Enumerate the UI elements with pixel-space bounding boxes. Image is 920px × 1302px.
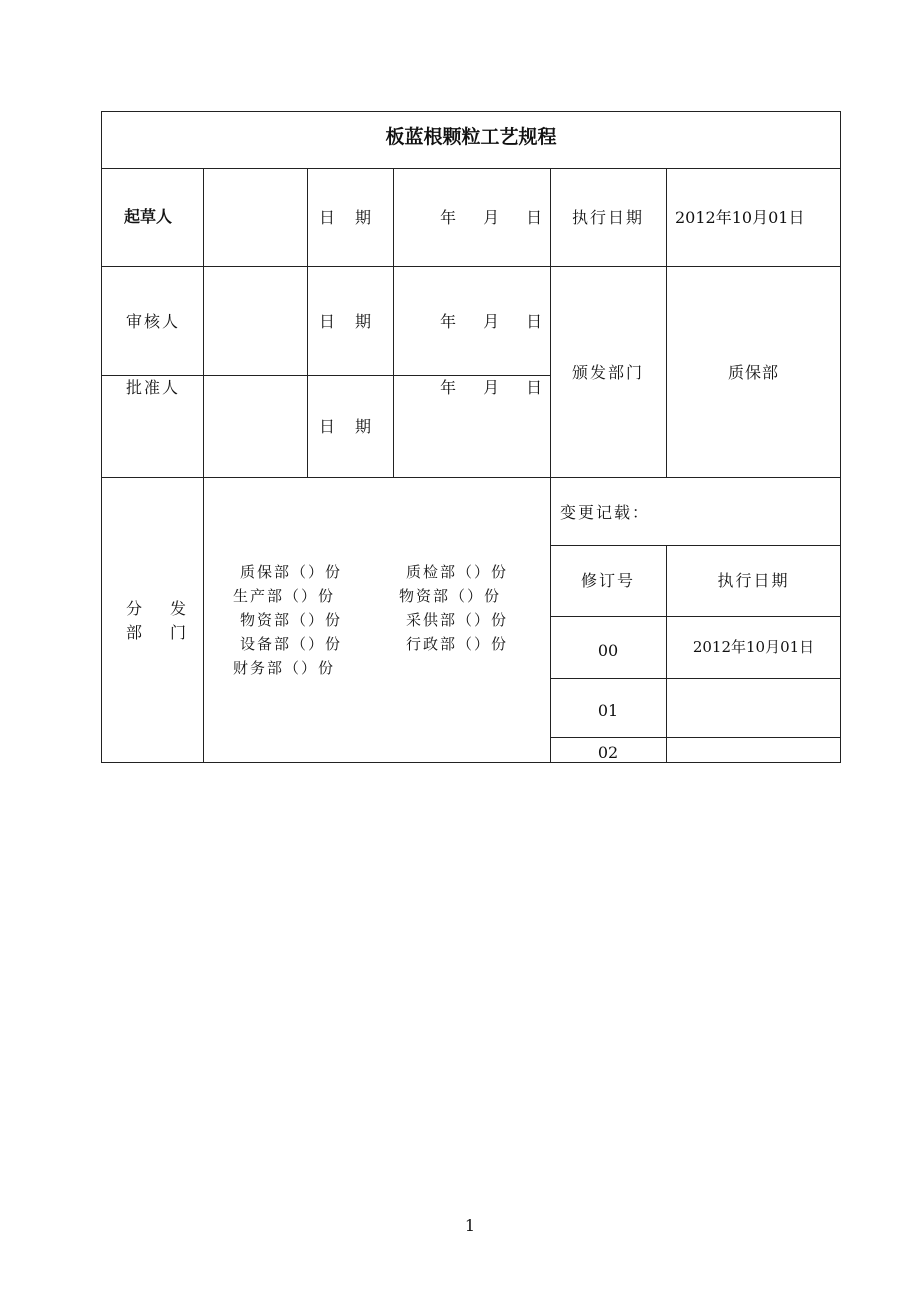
revision-number: 01 xyxy=(597,701,619,720)
col-divider xyxy=(393,168,394,478)
revision-number: 02 xyxy=(597,743,619,762)
row-divider xyxy=(101,266,841,267)
reviewer-label: 审核人 xyxy=(126,312,181,331)
col-divider xyxy=(307,168,308,478)
distribution-item: 生产部（）份 xyxy=(233,587,336,605)
revision-column-header: 修订号 xyxy=(580,571,635,590)
distribution-item: 财务部（）份 xyxy=(233,659,336,677)
distribution-item: 物资部（）份 xyxy=(399,587,502,605)
document-title: 板蓝根颗粒工艺规程 xyxy=(385,126,557,148)
date-label: 日 期 xyxy=(319,312,374,331)
distribution-item: 物资部（）份 xyxy=(240,611,343,629)
effective-date-value: 2012年10月01日 xyxy=(675,208,805,227)
date-label: 日 期 xyxy=(319,417,374,436)
date-label: 日 期 xyxy=(319,208,374,227)
date-placeholder: 年 月 日 xyxy=(440,312,545,331)
row-divider xyxy=(550,678,841,679)
row-divider xyxy=(550,545,841,546)
issuing-dept-label: 颁发部门 xyxy=(572,363,645,382)
approver-label: 批准人 xyxy=(126,378,181,397)
distribution-item: 采供部（）份 xyxy=(406,611,509,629)
drafter-label: 起草人 xyxy=(124,207,173,226)
issuing-dept-value: 质保部 xyxy=(727,363,779,382)
row-divider xyxy=(101,375,551,376)
distribution-item: 行政部（）份 xyxy=(406,635,509,653)
row-divider xyxy=(550,737,841,738)
row-divider xyxy=(550,616,841,617)
distribution-item: 质保部（）份 xyxy=(240,563,343,581)
row-divider xyxy=(101,477,841,478)
row-divider xyxy=(101,168,841,169)
effective-date-label: 执行日期 xyxy=(572,208,645,227)
distribution-label: 分 发 xyxy=(126,599,193,618)
col-divider xyxy=(550,168,551,763)
distribution-item: 质检部（）份 xyxy=(406,563,509,581)
revision-number: 00 xyxy=(597,641,619,660)
change-log-label: 变更记载： xyxy=(560,503,651,522)
date-placeholder: 年 月 日 xyxy=(440,208,545,227)
date-placeholder: 年 月 日 xyxy=(440,378,545,397)
col-divider xyxy=(203,168,204,763)
effective-date-column-header: 执行日期 xyxy=(717,571,790,590)
revision-date: 2012年10月01日 xyxy=(692,638,815,656)
distribution-label: 部 门 xyxy=(126,623,193,642)
distribution-item: 设备部（）份 xyxy=(240,635,343,653)
col-divider xyxy=(666,168,667,478)
page-number: 1 xyxy=(464,1216,476,1235)
